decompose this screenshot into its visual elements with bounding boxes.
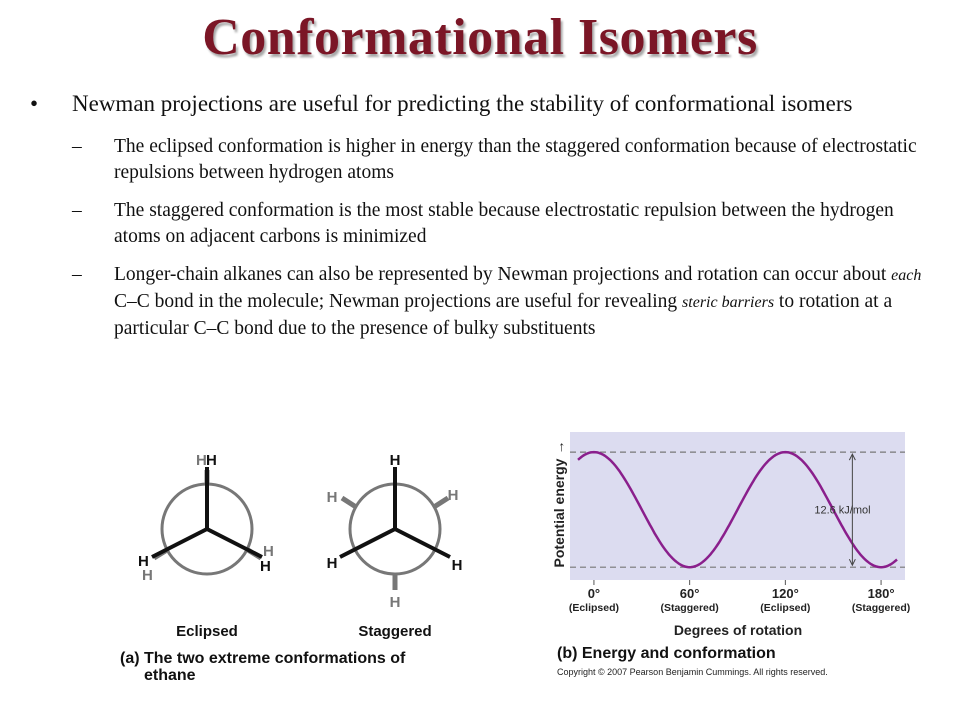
dash-marker: –	[72, 200, 82, 221]
newman-projections-figure	[110, 440, 510, 690]
eclipsed-label: Eclipsed	[176, 623, 238, 640]
back-bond	[342, 498, 356, 507]
energy-difference-label: 12.6 kJ/mol	[814, 504, 871, 517]
h-atom: H	[196, 452, 207, 469]
sub-bullet-text: Longer-chain alkanes can also be represented by Newman projections and rotation can occur about each C–C bond in the molecule; Newman projections are useful for revealing steric barriers to rotation at a particular C–C bond due to the presence of bulky substituents	[114, 264, 922, 339]
h-atom: H	[389, 594, 401, 611]
x-tick-sublabel: (Staggered)	[660, 602, 719, 614]
figure-b-caption: (b) Energy and conformation	[557, 645, 776, 662]
front-bond	[395, 529, 450, 557]
h-atom: H	[142, 567, 153, 584]
x-tick-sublabel: (Eclipsed)	[568, 602, 620, 614]
x-tick-label: 180°	[867, 586, 895, 601]
dash-marker: –	[72, 136, 82, 157]
staggered-projection	[327, 452, 463, 640]
h-atom: H	[389, 452, 401, 469]
sub-bullet	[30, 198, 935, 250]
h-atom: H	[138, 553, 149, 570]
figure-a-caption: ethane	[144, 667, 196, 684]
copyright-notice: Copyright © 2007 Pearson Benjamin Cummings. All rights reserved.	[557, 667, 828, 677]
x-tick-sublabel: (Eclipsed)	[760, 602, 811, 614]
page-title: Conformational Isomers	[202, 9, 758, 66]
h-atom: H	[447, 487, 459, 504]
h-atom: H	[326, 555, 338, 572]
x-axis-label: Degrees of rotation	[673, 622, 803, 638]
x-tick-sublabel: (Staggered)	[851, 602, 911, 614]
h-atom: H	[451, 557, 463, 574]
h-atom: H	[263, 543, 274, 560]
front-bond	[340, 529, 395, 557]
y-axis-label: Potential energy→	[551, 440, 567, 568]
dash-marker: –	[72, 264, 82, 285]
sub-bullet-text: The eclipsed conformation is higher in energy than the staggered conformation because of electrostatic repulsions between hydrogen atoms	[114, 136, 917, 183]
x-tick-label: 60°	[679, 586, 700, 601]
back-bond	[434, 498, 448, 507]
sub-bullet	[30, 134, 935, 186]
front-bond	[152, 529, 207, 557]
h-atom: H	[260, 558, 271, 575]
main-bullet	[30, 88, 935, 120]
figure-a-caption: (a) The two extreme conformations of	[120, 650, 406, 667]
bullet-list	[30, 88, 935, 342]
front-bond	[207, 529, 262, 557]
eclipsed-projection	[138, 452, 274, 640]
sub-bullet-text: The staggered conformation is the most stable because electrostatic repulsion between the hydrogen atoms on adjacent carbons is minimized	[114, 200, 894, 247]
energy-chart	[545, 430, 915, 685]
main-bullet-text: Newman projections are useful for predicting the stability of conformational isomers	[72, 91, 853, 116]
bullet-marker: •	[30, 91, 39, 116]
h-atom: H	[326, 489, 338, 506]
x-tick-label: 120°	[771, 586, 799, 601]
x-tick-label: 0°	[587, 586, 601, 601]
sub-bullet	[30, 262, 935, 342]
h-atom: H	[206, 452, 217, 469]
staggered-label: Staggered	[358, 623, 432, 640]
